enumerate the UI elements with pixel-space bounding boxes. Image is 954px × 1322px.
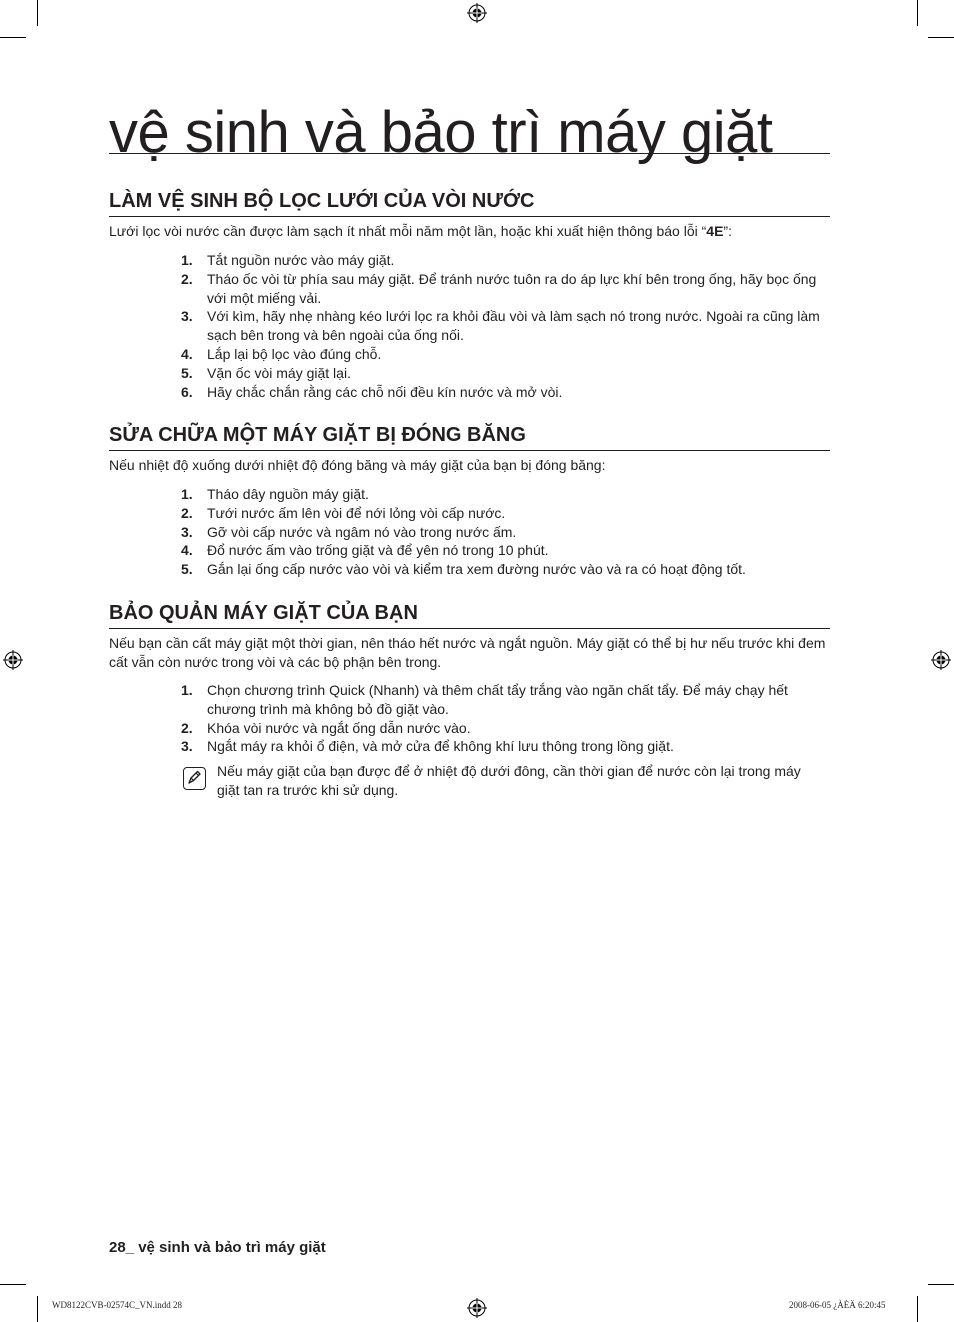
step-text: Vặn ốc vòi máy giặt lại. (207, 364, 351, 381)
step-list-storage (181, 681, 836, 756)
crop-mark-top-right-horizontal (928, 37, 954, 38)
list-item (181, 719, 836, 738)
section-intro-clean-filter (109, 222, 834, 241)
section-heading-clean-filter: LÀM VỆ SINH BỘ LỌC LƯỚI CỦA VÒI NƯỚC (109, 189, 830, 217)
crop-mark-bottom-right-vertical (917, 1296, 918, 1322)
step-number: 4. (181, 345, 193, 362)
list-item (181, 541, 836, 560)
intro-text-after: ”: (723, 223, 732, 239)
step-number: 1. (181, 252, 193, 268)
step-number: 5. (181, 364, 193, 381)
step-number: 4. (181, 542, 193, 559)
step-text: Gỡ vòi cấp nước và ngâm nó vào trong nước ấm. (207, 523, 517, 540)
list-item (181, 251, 836, 270)
registration-mark-icon (3, 650, 23, 670)
list-item (181, 504, 836, 523)
step-text: Gắn lại ống cấp nước vào vòi và kiểm tra xem đường nước vào và ra có hoạt động tốt. (207, 561, 746, 578)
step-text: Tắt nguồn nước vào máy giặt. (207, 252, 395, 268)
section-intro-frozen-washer: Nếu nhiệt độ xuống dưới nhiệt độ đóng băng và máy giặt của bạn bị đóng băng: (109, 457, 606, 473)
registration-mark-icon (931, 650, 951, 670)
list-item (181, 485, 836, 504)
list-item (181, 383, 836, 402)
list-item (181, 270, 836, 308)
step-number: 5. (181, 561, 193, 578)
error-code: 4E (706, 223, 724, 239)
step-number: 2. (181, 719, 193, 736)
step-text: Với kìm, hãy nhẹ nhàng kéo lưới lọc ra khỏi đầu vòi và làm sạch nó trong nước. Ngoài ra cũng làm sạch bên trong và bên ngoài của ống nối. (207, 308, 820, 344)
crop-mark-top-left-horizontal (0, 37, 26, 38)
list-item (181, 364, 836, 383)
step-list-clean-filter (181, 251, 836, 401)
step-number: 6. (181, 383, 193, 400)
list-item (181, 560, 836, 579)
intro-text-before: Lưới lọc vòi nước cần được làm sạch ít nhất mỗi năm một lần, hoặc khi xuất hiện thông báo lỗi “ (109, 223, 707, 239)
print-slug-left: WD8122CVB-02574C_VN.indd 28 (52, 1300, 182, 1310)
crop-mark-top-left-vertical (37, 0, 38, 26)
crop-mark-bottom-left-horizontal (0, 1284, 26, 1285)
list-item (181, 307, 836, 345)
registration-mark-icon (467, 3, 487, 23)
crop-mark-bottom-left-vertical (37, 1296, 38, 1322)
registration-mark-icon (467, 1298, 487, 1318)
step-text: Tưới nước ấm lên vòi để nới lỏng vòi cấp nước. (207, 504, 506, 521)
step-number: 2. (181, 504, 193, 521)
step-list-frozen-washer (181, 485, 836, 579)
note-text: Nếu máy giặt của bạn được để ở nhiệt độ dưới đông, cần thời gian để nước còn lại trong máy giặt tan ra trước khi sử dụng. (217, 763, 801, 798)
step-text: Khóa vòi nước và ngắt ống dẫn nước vào. (207, 719, 471, 736)
list-item (181, 523, 836, 542)
crop-mark-top-right-vertical (917, 0, 918, 26)
crop-mark-bottom-right-horizontal (928, 1284, 954, 1285)
step-text: Hãy chắc chắn rằng các chỗ nối đều kín nước và mở vòi. (207, 383, 563, 400)
step-text: Tháo ốc vòi từ phía sau máy giặt. Để tránh nước tuôn ra do áp lực khí bên trong ống, hãy bọc ống với một miếng vải. (207, 270, 817, 306)
print-slug-right: 2008-06-05 ¿ÀÈÄ 6:20:45 (789, 1300, 886, 1310)
section-heading-frozen-washer: SỬA CHỮA MỘT MÁY GIẶT BỊ ĐÓNG BĂNG (109, 423, 830, 451)
list-item (181, 681, 836, 719)
page-title: vệ sinh và bảo trì máy giặt (109, 98, 830, 154)
section-intro-storage: Nếu bạn cần cất máy giặt một thời gian, nên tháo hết nước và ngắt nguồn. Máy giặt có thể bị hư nếu trước khi đem cất vẫn còn nước trong vòi và các bộ phận bên trong. (109, 635, 826, 670)
step-number: 1. (181, 682, 193, 698)
step-number: 3. (181, 738, 193, 755)
step-text: Đổ nước ấm vào trống giặt và để yên nó trong 10 phút. (207, 542, 549, 559)
step-text: Ngắt máy ra khỏi ổ điện, và mở cửa để không khí lưu thông trong lồng giặt. (207, 738, 674, 755)
step-number: 3. (181, 308, 193, 325)
section-heading-storage: BẢO QUẢN MÁY GIẶT CỦA BẠN (109, 601, 830, 629)
step-text: Chọn chương trình Quick (Nhanh) và thêm chất tẩy trắng vào ngăn chất tẩy. Để máy chạy hết chương trình mà không bỏ đồ giặt vào. (207, 682, 788, 717)
step-number: 2. (181, 270, 193, 287)
note-pencil-icon (183, 767, 206, 790)
step-text: Lắp lại bộ lọc vào đúng chỗ. (207, 345, 382, 362)
step-number: 1. (181, 486, 193, 502)
step-text: Tháo dây nguồn máy giặt. (207, 486, 369, 502)
step-number: 3. (181, 523, 193, 540)
page-footer-label: 28_ vệ sinh và bảo trì máy giặt (109, 1239, 326, 1256)
list-item (181, 345, 836, 364)
list-item (181, 737, 836, 756)
